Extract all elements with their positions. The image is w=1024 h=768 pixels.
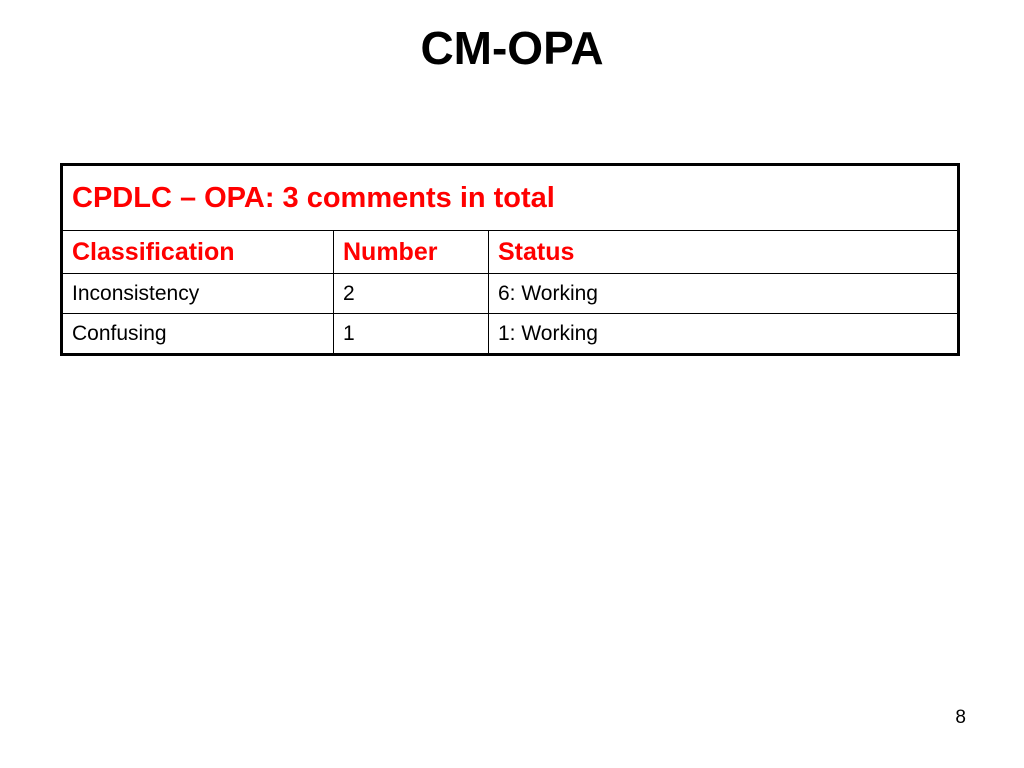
table-header-row [62, 231, 959, 274]
slide-title: CM-OPA [420, 22, 604, 74]
cell-classification: Inconsistency [62, 274, 334, 314]
cell-number: 2 [334, 274, 489, 314]
cell-number: 1 [334, 314, 489, 355]
table-row [62, 314, 959, 355]
table-row [62, 274, 959, 314]
cell-status: 6: Working [489, 274, 959, 314]
cell-classification: Confusing [62, 314, 334, 355]
table-caption: CPDLC – OPA: 3 comments in total [62, 165, 959, 231]
comments-table [60, 163, 960, 356]
table-caption-row [62, 165, 959, 231]
cell-status: 1: Working [489, 314, 959, 355]
header-status: Status [489, 231, 959, 274]
header-number: Number [334, 231, 489, 274]
header-classification: Classification [62, 231, 334, 274]
page-number: 8 [955, 707, 966, 728]
comments-table-container [60, 163, 957, 356]
